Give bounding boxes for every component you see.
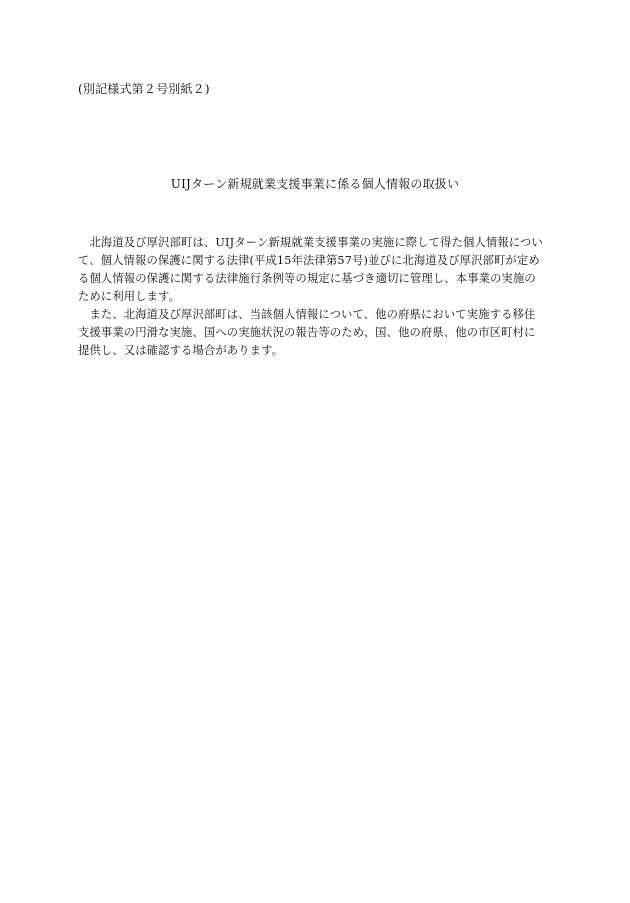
- body-line: て、個人情報の保護に関する法律(平成15年法律第57号)並びに北海道及び厚沢部町が定め: [78, 254, 540, 267]
- form-reference: (別記様式第２号別紙２): [78, 82, 210, 96]
- body-text: [78, 234, 558, 360]
- body-line: る個人情報の保護に関する法律施行条例等の規定に基づき適切に管理し、本事業の実施の: [78, 272, 536, 285]
- body-line: ために利用します。: [78, 290, 181, 303]
- body-line: また、北海道及び厚沢部町は、当該個人情報について、他の府県において実施する移住: [78, 308, 536, 321]
- body-line: 北海道及び厚沢部町は、UIJターン新規就業支援事業の実施に際して得た個人情報につい: [78, 236, 543, 249]
- document-title: UIJターン新規就業支援事業に係る個人情報の取扱い: [170, 177, 460, 191]
- body-line: 支援事業の円滑な実施、国への実施状況の報告等のため、国、他の府県、他の市区町村に: [78, 326, 536, 339]
- body-line: 提供し、又は確認する場合があります。: [78, 344, 284, 357]
